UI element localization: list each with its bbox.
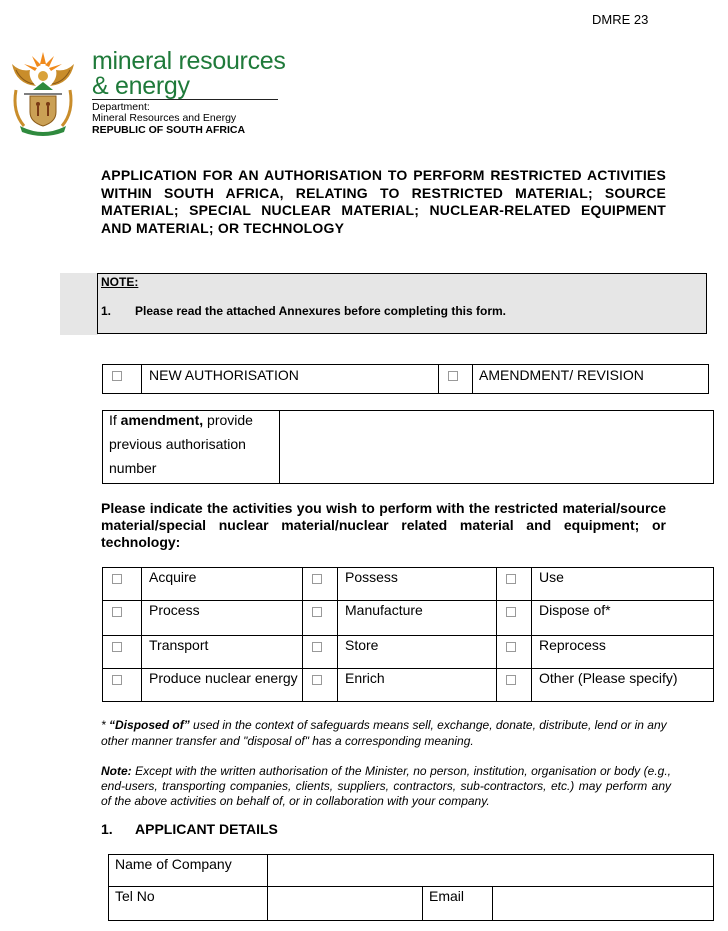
activity-checkbox-process[interactable] xyxy=(112,607,122,617)
note-margin-shading xyxy=(60,273,98,335)
activity-label-cell xyxy=(141,600,303,636)
footnote-term: “Disposed of” xyxy=(109,718,190,732)
activity-checkbox-cell xyxy=(496,668,532,702)
activity-checkbox-cell xyxy=(302,668,338,702)
amendment-label-cell xyxy=(472,364,709,394)
label-prefix: If xyxy=(109,412,121,428)
brand-name-line1: mineral resources xyxy=(92,47,286,75)
activity-checkbox-cell xyxy=(102,567,142,601)
label-rest: provide xyxy=(203,412,253,428)
new-authorisation-checkbox[interactable] xyxy=(112,371,122,381)
email-label-cell xyxy=(422,886,493,921)
activity-checkbox-use[interactable] xyxy=(506,574,516,584)
activity-checkbox-cell xyxy=(102,668,142,702)
activity-checkbox-cell xyxy=(496,567,532,601)
activity-label-manufacture: Manufacture xyxy=(345,602,423,618)
activity-checkbox-possess[interactable] xyxy=(312,574,322,584)
amendment-number-label-line2: previous authorisation xyxy=(109,436,246,452)
activity-label-dispose-of: Dispose of* xyxy=(539,602,611,618)
activity-label-reprocess: Reprocess xyxy=(539,637,606,653)
activity-checkbox-transport[interactable] xyxy=(112,642,122,652)
activity-checkbox-store[interactable] xyxy=(312,642,322,652)
activity-checkbox-manufacture[interactable] xyxy=(312,607,322,617)
brand-name-line2: & energy xyxy=(92,72,190,100)
tel-label-cell xyxy=(108,886,268,921)
activity-label-store: Store xyxy=(345,637,379,653)
amendment-number-label-line3: number xyxy=(109,460,157,476)
activity-checkbox-cell xyxy=(102,600,142,636)
email-input[interactable] xyxy=(492,886,714,921)
footnote-star: * xyxy=(101,718,110,732)
form-title: APPLICATION FOR AN AUTHORISATION TO PERFORM RESTRICTED ACTIVITIES WITHIN SOUTH AFRICA, RELATING TO RESTRICTED MATERIAL; SOURCE MATERIAL; SPECIAL NUCLEAR MATERIAL; NUCLEAR-RELATED EQUIPMENT AND MATERIAL; OR TECHNOLOGY xyxy=(101,167,666,236)
activity-checkbox-cell xyxy=(302,600,338,636)
activity-label-other-please-specify: Other (Please specify) xyxy=(539,670,678,686)
email-label: Email xyxy=(429,888,465,904)
activity-label-produce-nuclear-energy: Produce nuclear energy xyxy=(149,670,298,686)
activity-label-cell xyxy=(141,635,303,669)
section-title: APPLICANT DETAILS xyxy=(135,821,278,837)
activity-label-enrich: Enrich xyxy=(345,670,385,686)
activity-checkbox-dispose-of[interactable] xyxy=(506,607,516,617)
note-heading: NOTE: xyxy=(101,275,139,289)
activity-label-cell xyxy=(531,567,714,601)
minister-note-text: Except with the written authorisation of the Minister, no person, institution, organisation or body (e.g., end-users, transporting companies, clients, suppliers, contractors, sub-contractors, etc.) may perform any of the above activities on behalf of, or in collaboration with your company. xyxy=(101,764,671,808)
amendment-label: AMENDMENT/ REVISION xyxy=(479,367,644,383)
activity-checkbox-acquire[interactable] xyxy=(112,574,122,584)
activities-prompt: Please indicate the activities you wish to perform with the restricted material/source material/special nuclear material/nuclear related material and equipment; or technology: xyxy=(101,500,666,550)
activity-label-cell xyxy=(337,567,497,601)
company-name-label-cell xyxy=(108,854,268,887)
company-name-input[interactable] xyxy=(267,854,714,887)
activity-label-cell xyxy=(531,668,714,702)
activity-label-cell xyxy=(141,668,303,702)
amendment-number-label-cell xyxy=(102,410,280,484)
activity-label-possess: Possess xyxy=(345,569,398,585)
section-number: 1. xyxy=(101,821,113,837)
department-label: Department: xyxy=(92,101,150,113)
activity-label-acquire: Acquire xyxy=(149,569,197,585)
activity-label-cell xyxy=(531,635,714,669)
minister-note xyxy=(101,764,671,809)
coat-of-arms-icon xyxy=(8,50,78,136)
tel-label: Tel No xyxy=(115,888,155,904)
company-name-label: Name of Company xyxy=(115,856,232,872)
activity-label-cell xyxy=(337,635,497,669)
activity-label-cell xyxy=(141,567,303,601)
activity-checkbox-cell xyxy=(496,600,532,636)
amendment-number-label-line1 xyxy=(109,412,253,428)
note-item-number: 1. xyxy=(101,304,112,318)
tel-input[interactable] xyxy=(267,886,423,921)
activity-checkbox-cell xyxy=(496,635,532,669)
activity-checkbox-cell xyxy=(302,635,338,669)
activity-label-cell xyxy=(531,600,714,636)
section-heading xyxy=(101,821,278,837)
new-authorisation-checkbox-cell xyxy=(102,364,142,394)
activity-label-process: Process xyxy=(149,602,200,618)
activity-checkbox-enrich[interactable] xyxy=(312,675,322,685)
brand-divider xyxy=(92,99,278,100)
activity-checkbox-reprocess[interactable] xyxy=(506,642,516,652)
activity-checkbox-other-please-specify[interactable] xyxy=(506,675,516,685)
footnote-text: used in the context of safeguards means sell, exchange, donate, distribute, lend or in any other manner transfer and "disposal of" has a corresponding meaning. xyxy=(101,718,667,748)
department-name: Mineral Resources and Energy xyxy=(92,112,237,124)
new-authorisation-label-cell xyxy=(141,364,439,394)
previous-authorisation-number-input[interactable] xyxy=(279,410,714,484)
activity-label-transport: Transport xyxy=(149,637,209,653)
activity-label-cell xyxy=(337,600,497,636)
disposed-of-footnote xyxy=(101,717,671,749)
label-bold: amendment, xyxy=(120,412,204,428)
amendment-checkbox-cell xyxy=(438,364,473,394)
activity-label-use: Use xyxy=(539,569,564,585)
minister-note-label: Note: xyxy=(101,764,132,778)
activity-checkbox-produce-nuclear-energy[interactable] xyxy=(112,675,122,685)
activity-label-cell xyxy=(337,668,497,702)
form-code: DMRE 23 xyxy=(592,12,649,27)
amendment-checkbox[interactable] xyxy=(448,371,458,381)
new-authorisation-label: NEW AUTHORISATION xyxy=(149,367,299,383)
country-name: REPUBLIC OF SOUTH AFRICA xyxy=(92,124,246,136)
note-item-text: Please read the attached Annexures before completing this form. xyxy=(135,304,506,318)
activity-checkbox-cell xyxy=(302,567,338,601)
activity-checkbox-cell xyxy=(102,635,142,669)
